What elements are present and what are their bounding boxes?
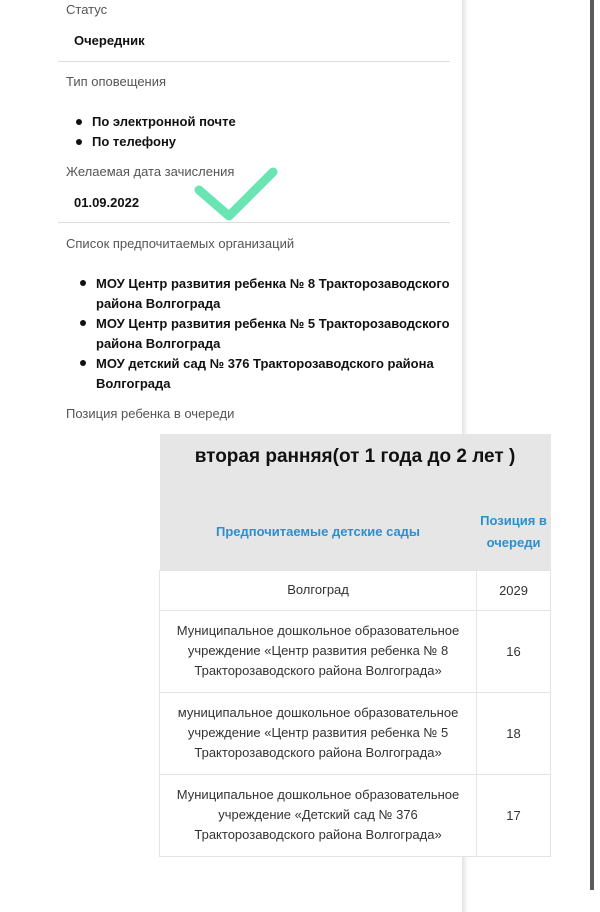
kindergarten-cell: Муниципальное дошкольное образовательное учреждение «Центр развития ребенка № 8 Тракторозаводского района Волгограда» bbox=[160, 610, 477, 692]
queue-position-label: Позиция ребенка в очереди bbox=[66, 406, 235, 421]
organization-item: МОУ Центр развития ребенка № 8 Тракторозаводского района Волгограда bbox=[78, 274, 478, 314]
organizations-label: Список предпочитаемых организаций bbox=[66, 236, 295, 251]
queue-position-table bbox=[159, 434, 551, 857]
status-label: Статус bbox=[66, 2, 108, 17]
position-cell: 2029 bbox=[477, 570, 551, 610]
kindergarten-cell: Муниципальное дошкольное образовательное учреждение «Детский сад № 376 Тракторозаводского района Волгограда» bbox=[160, 774, 477, 856]
column-header-position bbox=[477, 494, 551, 570]
kindergarten-cell: муниципальное дошкольное образовательное учреждение «Центр развития ребенка № 5 Тракторозаводского района Волгограда» bbox=[160, 692, 477, 774]
column-header-kindergartens: Предпочитаемые детские сады bbox=[216, 524, 421, 540]
table-title-row bbox=[160, 434, 551, 494]
divider bbox=[58, 61, 450, 62]
checkmark-icon bbox=[193, 166, 279, 224]
organization-item: МОУ детский сад № 376 Тракторозаводского района Волгограда bbox=[78, 354, 478, 394]
enrollment-date-value: 01.09.2022 bbox=[74, 195, 140, 210]
notification-list bbox=[74, 113, 236, 153]
table-row bbox=[160, 610, 551, 692]
notification-item-phone: По телефону bbox=[74, 133, 236, 153]
table-row bbox=[160, 774, 551, 856]
table-row bbox=[160, 570, 551, 610]
table-header-row bbox=[160, 494, 551, 570]
status-value: Очередник bbox=[74, 33, 145, 48]
age-group-title: вторая ранняя(от 1 года до 2 лет ) bbox=[160, 434, 551, 494]
column-header-position-text: Позиция в очереди bbox=[480, 512, 547, 550]
table-row bbox=[160, 692, 551, 774]
position-cell: 18 bbox=[477, 692, 551, 774]
organization-item: МОУ Центр развития ребенка № 5 Тракторозаводского района Волгограда bbox=[78, 314, 478, 354]
notification-item-email: По электронной почте bbox=[74, 113, 236, 133]
kindergarten-cell: Волгоград bbox=[160, 570, 477, 610]
right-border bbox=[590, 0, 594, 890]
position-cell: 16 bbox=[477, 610, 551, 692]
enrollment-date-label: Желаемая дата зачисления bbox=[66, 164, 235, 179]
position-cell: 17 bbox=[477, 774, 551, 856]
notification-label: Тип оповещения bbox=[66, 74, 167, 89]
organizations-list bbox=[78, 274, 478, 394]
